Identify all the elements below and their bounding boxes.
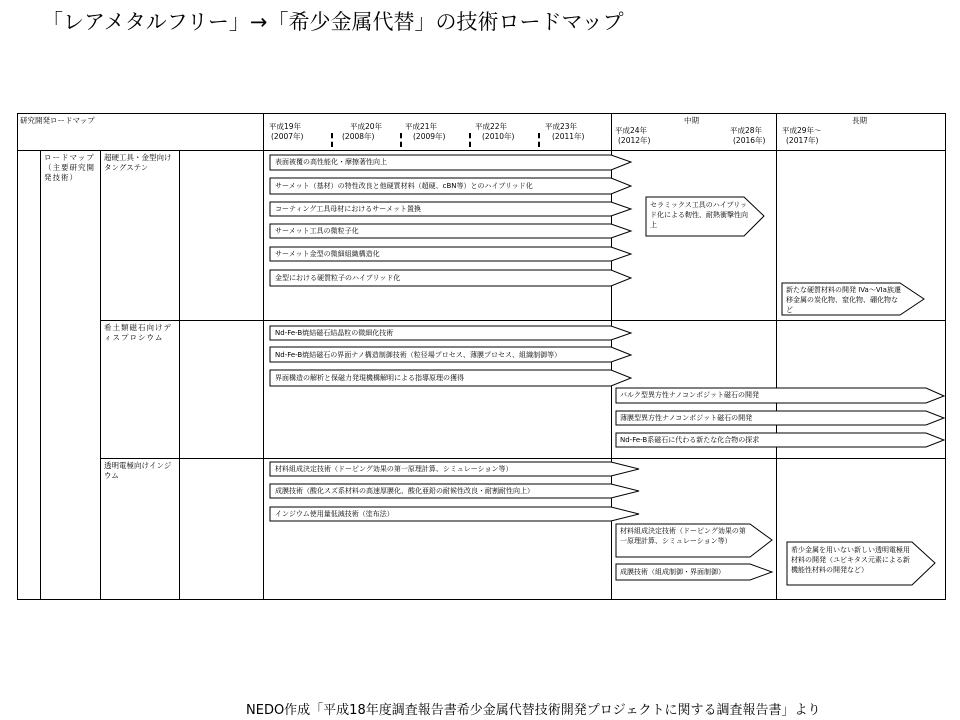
long-term-start: 平成29年～ xyxy=(782,126,822,135)
year-heisei: 平成22年 xyxy=(475,122,508,131)
year-heisei: 平成19年 xyxy=(269,122,302,131)
roadmap-item: Nd-Fe-B焼結磁石の界面ナノ構造制御技術（粒径場プロセス、薄膜プロセス、組織制御等） xyxy=(275,351,562,359)
mid-term-label: 中期 xyxy=(684,116,699,125)
year-heisei: 平成20年 xyxy=(350,122,383,131)
mid-term-start: 平成24年 xyxy=(615,126,648,135)
year-western: (2011年) xyxy=(552,132,585,141)
year-western: (2010年) xyxy=(482,132,515,141)
roadmap-item: サーメット（基材）の特性改良と他硬質材料（超硬、cBN等）とのハイブリッド化 xyxy=(275,182,533,190)
page-title: 「レアメタルフリー」→「希少金属代替」の技術ロードマップ xyxy=(42,10,624,34)
section-label-tungsten: 超硬工具・金型向けタングステン xyxy=(104,153,172,172)
source-footer: NEDO作成「平成18年度調査報告書希少金属代替技術開発プロジェクトに関する調査報告書」より xyxy=(246,703,821,718)
mid-term-end: 平成28年 xyxy=(730,126,763,135)
roadmap-item: 界面構造の解析と保磁力発現機構解明による指導原理の獲得 xyxy=(275,374,464,382)
mid-term-start-western: (2012年) xyxy=(618,136,651,145)
roadmap-item: Nd-Fe-B焼結磁石結晶粒の微細化技術 xyxy=(275,329,394,337)
roadmap-mid-item: 材料組成決定技術（ドーピング効果の第一原理計算、シミュレーション等） xyxy=(620,527,746,545)
roadmap-header-label: 研究開発ロードマップ xyxy=(20,116,95,125)
roadmap-long-item: 新たな硬質材料の開発 IVa～VIa族遷移金属の炭化物、窒化物、硼化物など xyxy=(786,286,901,314)
row-group-label: ロードマップ（主要研究開発技術） xyxy=(44,153,95,182)
roadmap-item: 材料組成決定技術（ドーピング効果の第一原理計算、シミュレーション等） xyxy=(275,465,513,473)
roadmap-mid-item: 成膜技術（組成制御・界面制御） xyxy=(620,568,725,576)
long-term-start-western: (2017年) xyxy=(786,136,819,145)
mid-term-end-western: (2016年) xyxy=(733,136,766,145)
roadmap-mid-item: バルク型異方性ナノコンポジット磁石の開発 xyxy=(620,391,760,399)
roadmap-mid-item: Nd-Fe-B系磁石に代わる新たな化合物の探求 xyxy=(620,436,760,444)
roadmap-mid-item: セラミックス工具のハイブリッド化による靭性、耐熱衝撃性向上 xyxy=(650,201,748,229)
year-heisei: 平成21年 xyxy=(405,122,438,131)
section-label-indium: 透明電極向けインジウム xyxy=(104,461,172,480)
roadmap-item: コーティング工具母材におけるサーメット置換 xyxy=(275,205,421,213)
roadmap-item: インジウム使用量低減技術（塗布法） xyxy=(275,510,394,518)
roadmap-mid-item: 薄膜型異方性ナノコンポジット磁石の開発 xyxy=(620,414,753,422)
roadmap-item: サーメット工具の微粒子化 xyxy=(275,227,359,235)
roadmap-item: 表面被覆の高性能化・摩擦著性向上 xyxy=(275,158,387,166)
roadmap-item: 成膜技術（酸化スズ系材料の高速厚膜化、酸化亜鉛の耐候性改良・耐割耐性向上） xyxy=(275,487,534,495)
roadmap-long-item: 希少金属を用いない新しい透明電極用材料の開発（ユビキタス元素による新機能性材料の開発など） xyxy=(791,546,910,574)
roadmap-item: 金型における硬質粒子のハイブリッド化 xyxy=(275,274,401,282)
roadmap-item: サーメット金型の微細組織構造化 xyxy=(275,250,380,258)
year-heisei: 平成23年 xyxy=(545,122,578,131)
year-western: (2009年) xyxy=(413,132,446,141)
section-label-dysprosium: 希土類磁石向けディスプロシウム xyxy=(104,323,172,342)
year-western: (2008年) xyxy=(342,132,375,141)
long-term-label: 長期 xyxy=(852,116,867,125)
year-western: (2007年) xyxy=(271,132,304,141)
